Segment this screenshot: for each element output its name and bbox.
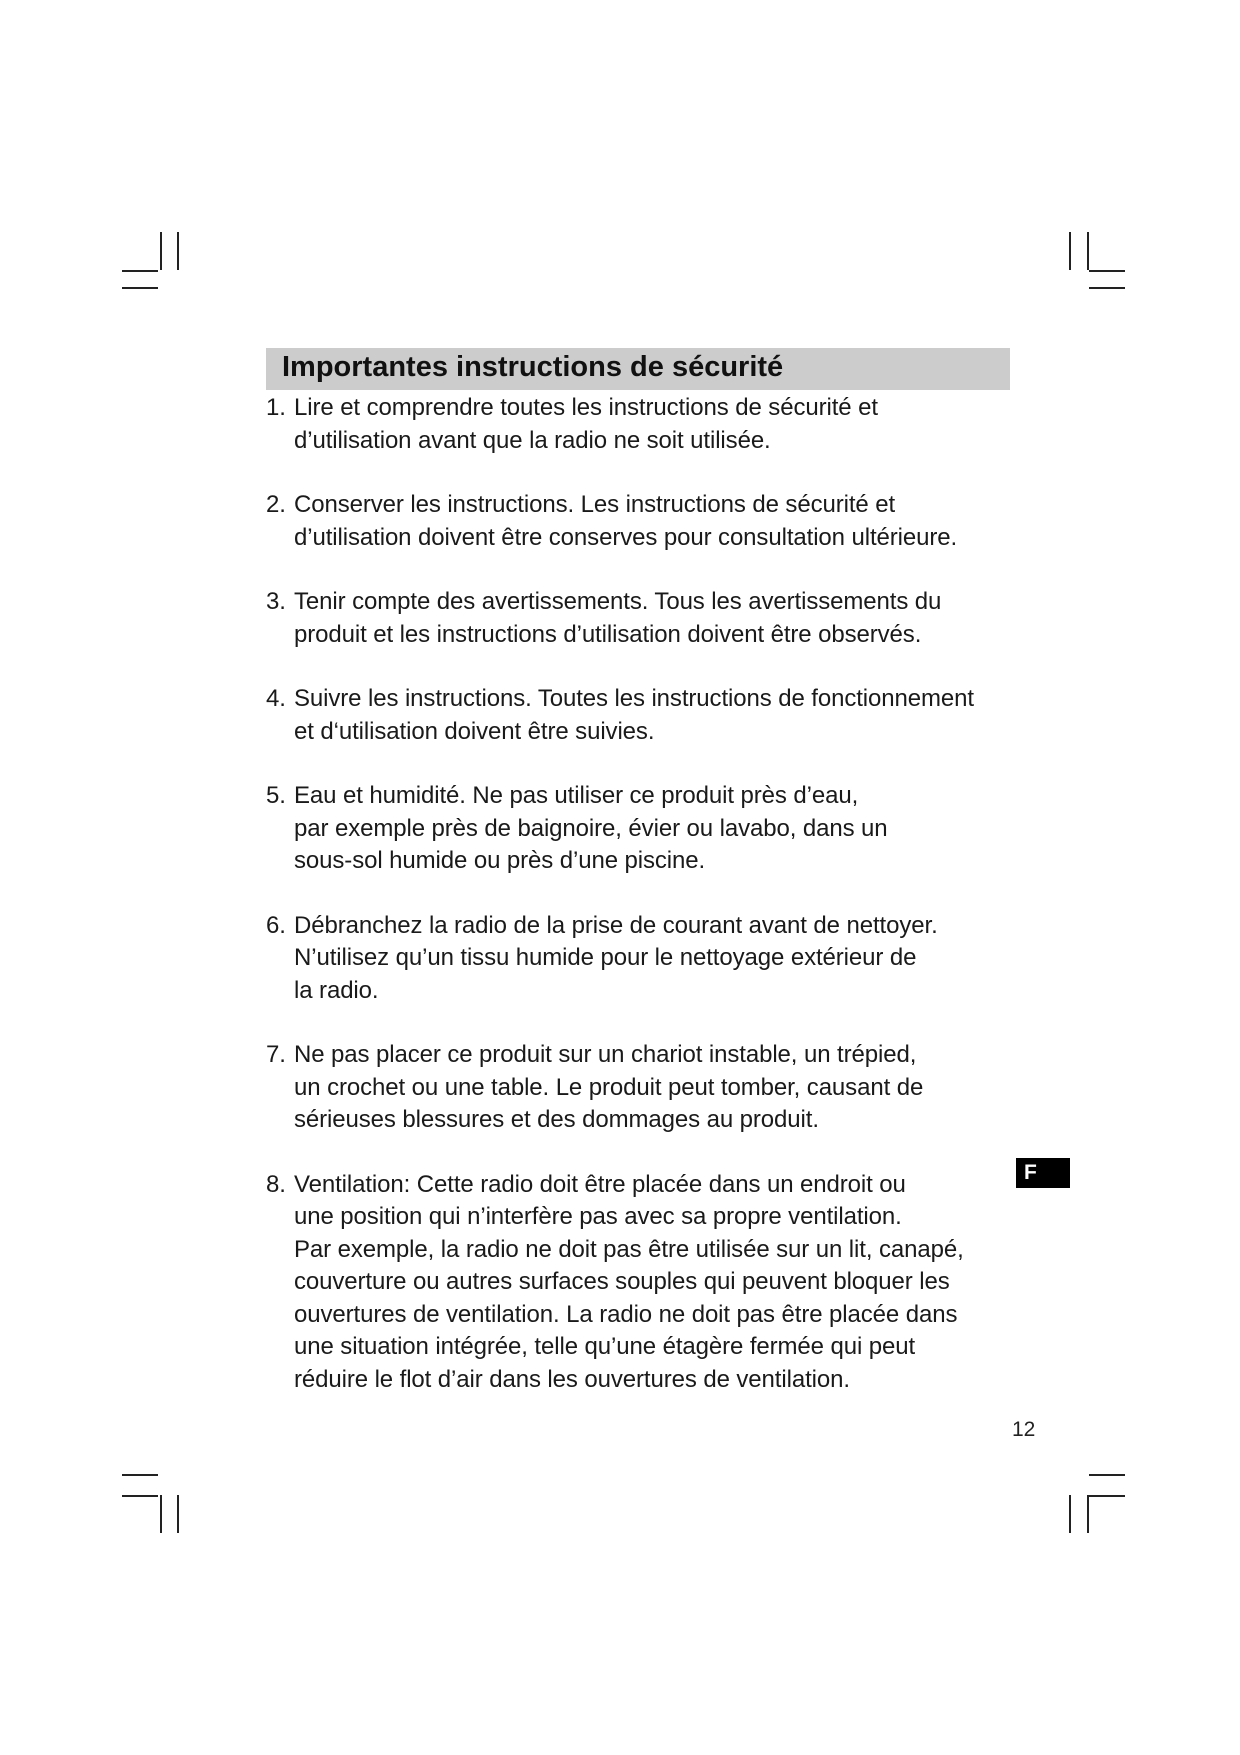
item-number: 1.: [266, 394, 286, 421]
item-line: Tenir compte des avertissements. Tous les avertissements du: [294, 588, 942, 615]
list-item: [266, 780, 1026, 878]
item-line: la radio.: [294, 976, 379, 1004]
item-number: 5.: [266, 782, 286, 809]
item-line: et d‘utilisation doivent être suivies.: [294, 717, 655, 745]
crop-mark: [177, 232, 179, 270]
crop-mark: [1087, 1495, 1089, 1533]
list-item: [266, 683, 1026, 748]
item-line: Ventilation: Cette radio doit être placée dans un endroit ou: [294, 1170, 906, 1198]
item-line: sous-sol humide ou près d’une piscine.: [294, 847, 706, 874]
item-line: Suivre les instructions. Toutes les instructions de fonctionnement: [294, 685, 974, 712]
item-line: N’utilisez qu’un tissu humide pour le nettoyage extérieur de: [294, 944, 917, 971]
item-number: 7.: [266, 1041, 286, 1068]
item-line: par exemple près de baignoire, évier ou lavabo, dans un: [294, 814, 888, 842]
crop-mark: [122, 287, 158, 289]
crop-mark: [122, 1474, 158, 1476]
item-number: 3.: [266, 588, 286, 615]
list-item: [266, 489, 1026, 554]
item-line: Lire et comprendre toutes les instructions de sécurité et: [294, 394, 878, 421]
list-item: [266, 1039, 1026, 1137]
crop-mark: [1087, 232, 1089, 270]
crop-mark: [1089, 1495, 1125, 1497]
item-line: un crochet ou une table. Le produit peut tomber, causant de: [294, 1073, 924, 1101]
item-line: ouvertures de ventilation. La radio ne doit pas être placée dans: [294, 1300, 958, 1328]
list-item: [266, 586, 1026, 651]
page-number: 12: [1012, 1418, 1036, 1441]
item-number: 8.: [266, 1170, 286, 1198]
item-number: 6.: [266, 911, 286, 939]
item-line: produit et les instructions d’utilisation doivent être observés.: [294, 620, 922, 648]
item-line: Eau et humidité. Ne pas utiliser ce produit près d’eau,: [294, 782, 859, 809]
crop-mark: [122, 270, 158, 272]
list-item: [266, 910, 1026, 1008]
item-number: 2.: [266, 491, 286, 518]
item-line: Par exemple, la radio ne doit pas être utilisée sur un lit, canapé,: [294, 1235, 964, 1263]
language-tab: F: [1016, 1158, 1070, 1188]
crop-mark: [1089, 1474, 1125, 1476]
item-line: réduire le flot d’air dans les ouvertures de ventilation.: [294, 1365, 850, 1393]
crop-mark: [122, 1495, 158, 1497]
item-line: couverture ou autres surfaces souples qui peuvent bloquer les: [294, 1268, 950, 1295]
item-line: Ne pas placer ce produit sur un chariot instable, un trépied,: [294, 1041, 917, 1068]
crop-mark: [1069, 232, 1071, 270]
crop-mark: [177, 1495, 179, 1533]
item-line: Conserver les instructions. Les instructions de sécurité et: [294, 491, 896, 518]
safety-instructions-list: [266, 392, 1026, 1428]
crop-mark: [160, 232, 162, 270]
item-number: 4.: [266, 685, 286, 712]
crop-mark: [1089, 287, 1125, 289]
crop-mark: [160, 1495, 162, 1533]
item-line: une position qui n’interfère pas avec sa propre ventilation.: [294, 1203, 902, 1230]
crop-mark: [1069, 1495, 1071, 1533]
list-item: [266, 392, 1026, 457]
item-line: d’utilisation doivent être conserves pour consultation ultérieure.: [294, 523, 958, 551]
item-line: d’utilisation avant que la radio ne soit utilisée.: [294, 426, 771, 454]
crop-mark: [1089, 270, 1125, 272]
item-line: sérieuses blessures et des dommages au produit.: [294, 1106, 819, 1133]
item-line: une situation intégrée, telle qu’une étagère fermée qui peut: [294, 1333, 916, 1360]
item-line: Débranchez la radio de la prise de courant avant de nettoyer.: [294, 911, 938, 939]
section-title-bar: [266, 348, 1010, 390]
list-item: [266, 1169, 1026, 1397]
page-title: Importantes instructions de sécurité: [282, 351, 784, 383]
